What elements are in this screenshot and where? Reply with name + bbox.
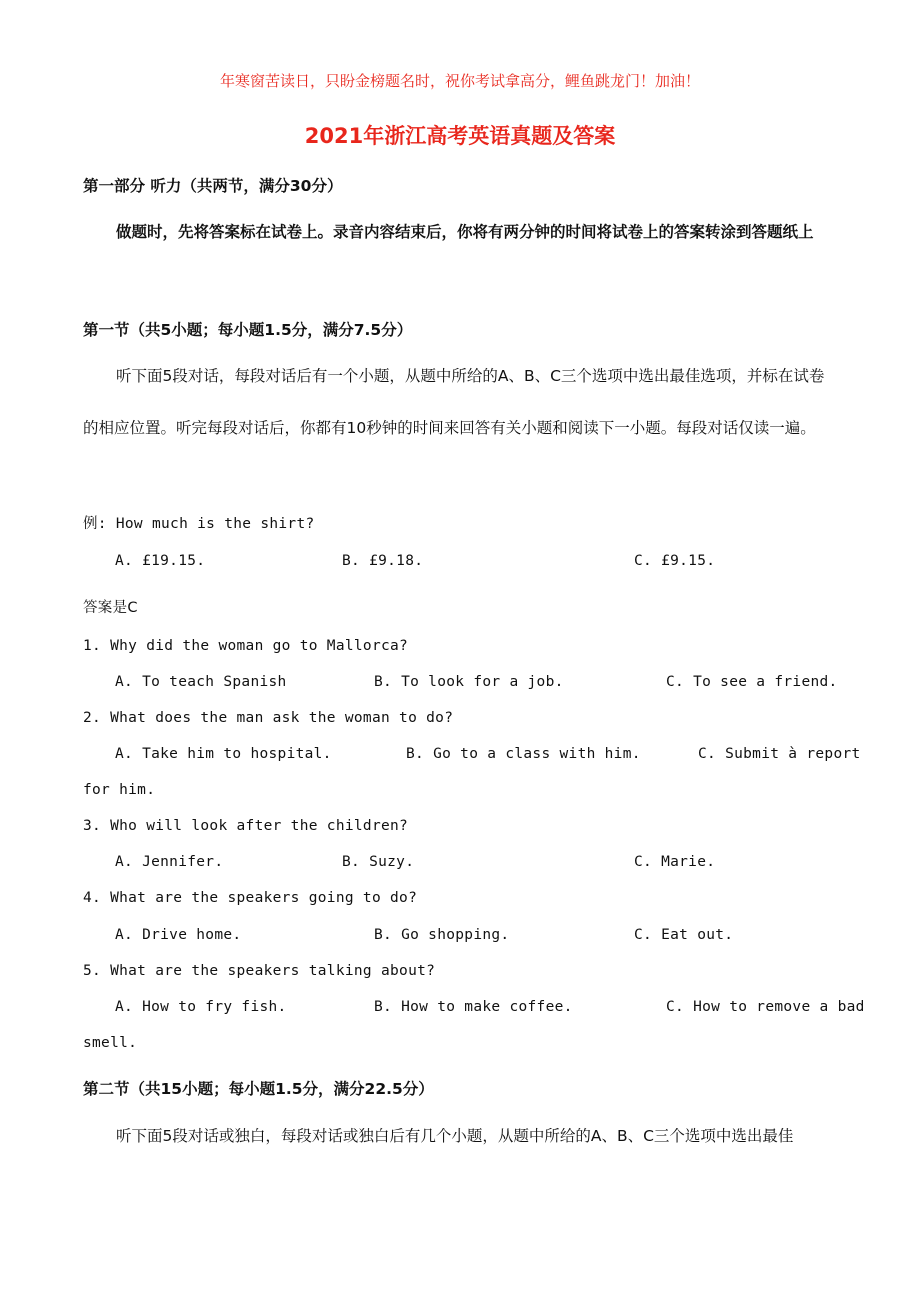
q2-option-b: B. Go to a class with him. (406, 746, 641, 762)
section2-heading: 第二节（共15小题；每小题1.5分，满分22.5分） (83, 1080, 434, 1098)
q4-option-c: C. Eat out. (634, 927, 734, 943)
q2-option-c: C. Submit à report (698, 746, 861, 762)
example-question: 例: How much is the shirt? (83, 516, 315, 532)
q5-option-b: B. How to make coffee. (374, 999, 573, 1015)
question-5: 5. What are the speakers talking about? (83, 963, 436, 979)
example-option-a: A. £19.15. (115, 553, 206, 569)
question-1: 1. Why did the woman go to Mallorca? (83, 638, 409, 654)
q3-option-a: A. Jennifer. (115, 854, 224, 870)
question-4: 4. What are the speakers going to do? (83, 890, 418, 906)
example-option-b: B. £9.18. (342, 553, 424, 569)
q4-option-a: A. Drive home. (115, 927, 242, 943)
q4-option-b: B. Go shopping. (374, 927, 510, 943)
q3-option-c: C. Marie. (634, 854, 716, 870)
q2-option-a: A. Take him to hospital. (115, 746, 332, 762)
motivational-banner: 年寒窗苦读日，只盼金榜题名时，祝你考试拿高分，鲤鱼跳龙门！加油！ (219, 72, 700, 90)
part1-heading: 第一部分 听力（共两节，满分30分） (83, 177, 343, 195)
section2-instruction: 听下面5段对话或独白，每段对话或独白后有几个小题，从题中所给的A、B、C三个选项中选出最佳 (116, 1127, 794, 1145)
example-answer: 答案是C (83, 600, 138, 616)
q1-option-b: B. To look for a job. (374, 674, 564, 690)
document-title: 2021年浙江高考英语真题及答案 (304, 124, 616, 148)
q1-option-c: C. To see a friend. (666, 674, 838, 690)
q3-option-b: B. Suzy. (342, 854, 415, 870)
q5-option-c-continued: smell. (83, 1035, 138, 1051)
q2-option-c-continued: for him. (83, 782, 156, 798)
q1-option-a: A. To teach Spanish (115, 674, 287, 690)
part1-instruction: 做题时，先将答案标在试卷上。录音内容结束后，你将有两分钟的时间将试卷上的答案转涂到答题纸上 (116, 223, 814, 241)
example-option-c: C. £9.15. (634, 553, 716, 569)
question-2: 2. What does the man ask the woman to do? (83, 710, 454, 726)
section1-instruction: 听下面5段对话，每段对话后有一个小题，从题中所给的A、B、C三个选项中选出最佳选项，并标在试卷的相应位置。听完每段对话后，你都有10秒钟的时间来回答有关小题和阅读下一小题。每段对话仅读一遍。 (83, 367, 825, 437)
q5-option-c: C. How to remove a bad (666, 999, 865, 1015)
section1-heading: 第一节（共5小题；每小题1.5分，满分7.5分） (83, 321, 413, 339)
q5-option-a: A. How to fry fish. (115, 999, 287, 1015)
question-3: 3. Who will look after the children? (83, 818, 409, 834)
